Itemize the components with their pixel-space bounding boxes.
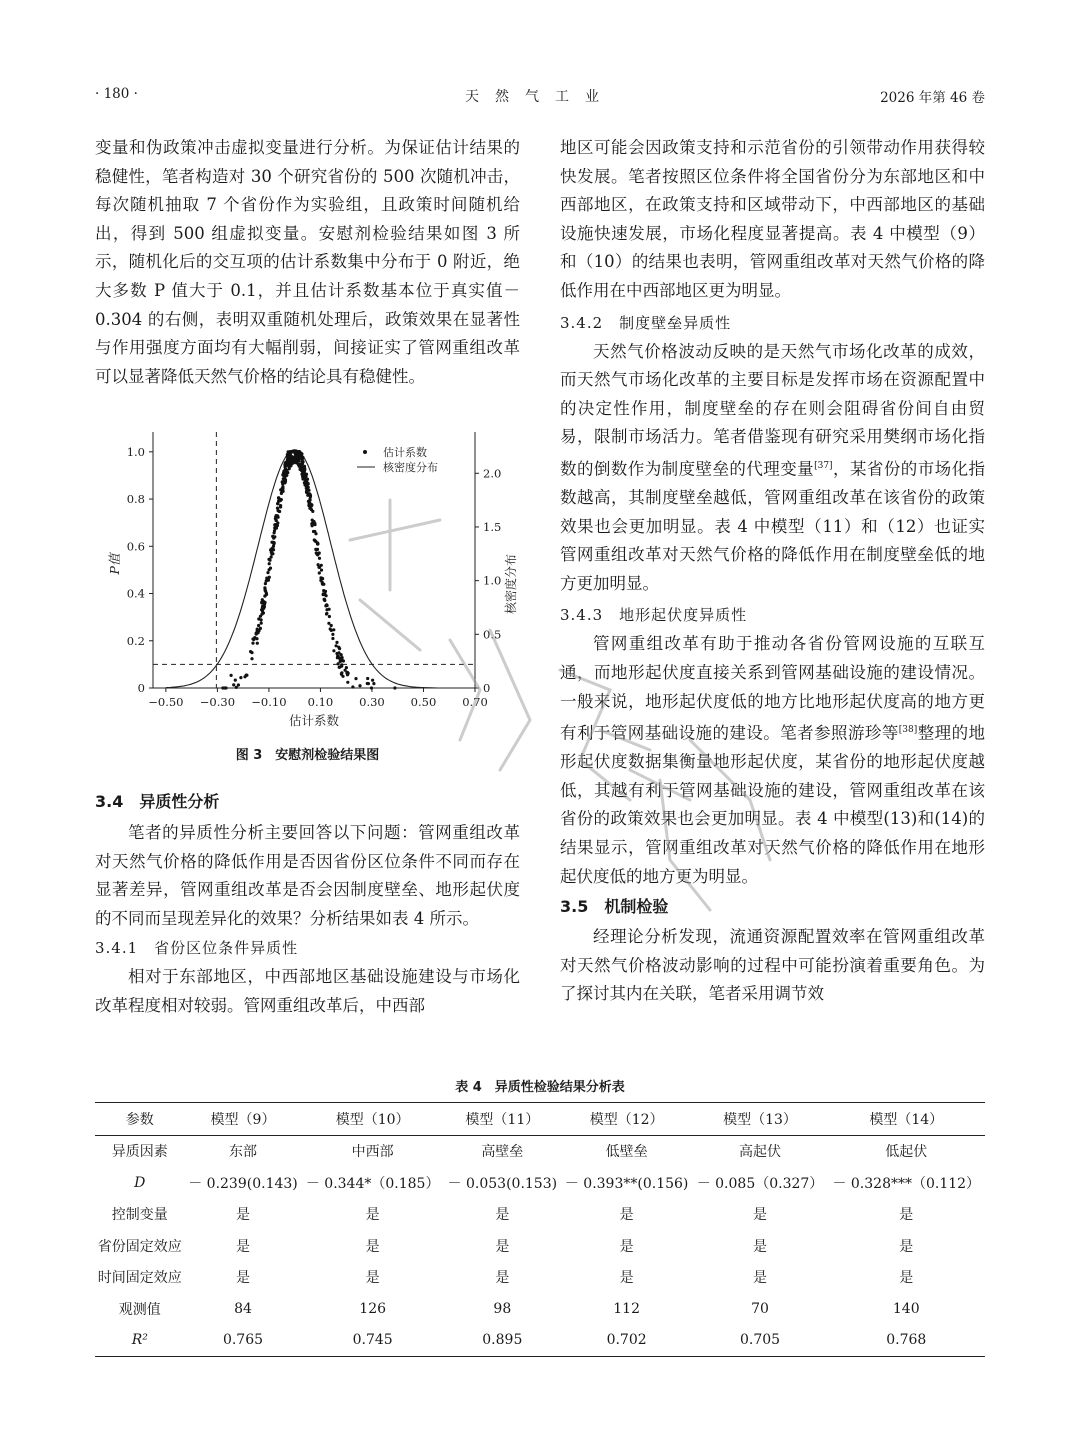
table-row (95, 1293, 985, 1325)
scatter-point (322, 589, 325, 592)
scatter-point (288, 465, 291, 468)
scatter-point (284, 464, 287, 467)
scatter-point (305, 473, 308, 476)
right-paragraph-2 (560, 338, 985, 599)
scatter-point (257, 617, 260, 620)
scatter-point (234, 679, 237, 682)
y-tick-label: 0.6 (126, 539, 145, 554)
scatter-point (346, 681, 349, 684)
table-header-cell: 模型（10） (335, 1111, 410, 1128)
table-cell: 是 (365, 1207, 380, 1224)
scatter-point (351, 685, 354, 688)
left-column-bottom (95, 787, 520, 1021)
table-cell: 0.705 (739, 1332, 781, 1349)
table-cell: 0.765 (222, 1332, 264, 1349)
density-curve (166, 450, 437, 688)
table-cell: 112 (613, 1300, 640, 1317)
page-header (95, 86, 985, 108)
scatter-point (312, 521, 315, 524)
scatter-point (318, 571, 321, 574)
scatter-point (335, 641, 338, 644)
scatter-point (253, 636, 256, 639)
left-column-top (95, 134, 520, 391)
scatter-point (340, 653, 343, 656)
scatter-point (260, 622, 263, 625)
scatter-point (270, 553, 273, 556)
right-paragraph-3 (560, 630, 985, 891)
scatter-point (335, 652, 338, 655)
table-cell: 是 (495, 1270, 510, 1287)
table-cell: 是 (899, 1238, 914, 1255)
table-cell: 98 (493, 1300, 512, 1317)
scatter-point (304, 484, 307, 487)
scatter-point (255, 633, 258, 636)
scatter-point (239, 676, 242, 679)
scatter-point (337, 662, 340, 665)
table-row (95, 1325, 985, 1357)
scatter-point (329, 627, 332, 630)
table-cell: 是 (899, 1207, 914, 1224)
chart-labels-group (107, 445, 518, 728)
scatter-point (292, 461, 295, 464)
table-cell: 是 (619, 1207, 634, 1224)
scatter-point (257, 624, 260, 627)
left-paragraph-1: 变量和伪政策冲击虚拟变量进行分析。为保证估计结果的稳健性，笔者构造对 30 个研究省份的 500 次随机冲击，每次随机抽取 7 个省份作为实验组，且政策时间随机给出，得到 500 组虚拟变量。安慰剂检验结果如图 3 所示，随机化后的交互项的估计系数集中分布于 0 附近，绝大多数 P 值大于 0.1，并且估计系数基本位于真实值－ 0.304 的右侧，表明双重随机处理后，政策效果在显著性与作用强度方面均有大幅削弱，间接证实了管网重组改革可以显著降低天然气价格的结论具有稳健性。 (95, 138, 520, 386)
scatter-point (295, 461, 298, 464)
table-cell: 是 (365, 1238, 380, 1255)
scatter-point (371, 679, 374, 682)
scatter-point (265, 593, 268, 596)
table-cell: 是 (235, 1238, 250, 1255)
table-cell: － 0.393**(0.156) (564, 1175, 689, 1192)
table-row (95, 1167, 985, 1199)
y2-tick-label: 2.0 (483, 466, 502, 481)
scatter-point (293, 458, 296, 461)
left-paragraph-2: 笔者的异质性分析主要回答以下问题：管网重组改革对天然气价格的降低作用是否因省份区位条件不同而存在显著差异，管网重组改革是否会因制度壁垒、地形起伏度的不同而呈现差异化的效果？分析结果如表 4 所示。 (95, 823, 520, 928)
scatter-point (323, 593, 326, 596)
table-cell: － 0.344*（0.185） (305, 1175, 440, 1192)
table-row (95, 1230, 985, 1262)
scatter-point (281, 482, 284, 485)
table-4 (95, 1102, 985, 1357)
table-header-cell: 参数 (125, 1111, 154, 1128)
table-row (95, 1262, 985, 1294)
scatter-point (320, 564, 323, 567)
y-tick-label: 0.4 (126, 586, 145, 601)
table-row (95, 1135, 985, 1167)
table-cell: 中西部 (351, 1144, 394, 1161)
table-cell: R² (131, 1332, 148, 1349)
scatter-point (262, 607, 265, 610)
table-cell: 是 (753, 1270, 768, 1287)
scatter-point (264, 589, 267, 592)
table-cell: 是 (365, 1270, 380, 1287)
table-cell: 低起伏 (885, 1144, 928, 1161)
scatter-point (273, 531, 276, 534)
scatter-point (256, 628, 259, 631)
left-paragraph-3: 相对于东部地区，中西部地区基础设施建设与市场化改革程度相对较弱。管网重组改革后，中西部 (95, 967, 520, 1015)
citation-38: [38] (898, 725, 918, 736)
scatter-point (263, 601, 266, 604)
scatter-point (340, 672, 343, 675)
journal-title: 天然气工业 (465, 89, 615, 105)
scatter-point (307, 504, 310, 507)
scatter-point (271, 547, 274, 550)
scatter-point (366, 682, 369, 685)
scatter-point (358, 684, 361, 687)
scatter-point (259, 627, 262, 630)
y2-tick-label: 0 (483, 681, 491, 695)
table-cell: 是 (619, 1270, 634, 1287)
scatter-point (335, 644, 338, 647)
scatter-point (320, 569, 323, 572)
scatter-point (338, 666, 341, 669)
scatter-point (325, 612, 328, 615)
legend-label-density: 核密度分布 (383, 461, 438, 474)
table-cell: 是 (753, 1238, 768, 1255)
scatter-point (250, 651, 253, 654)
scatter-point (232, 683, 235, 686)
y2-axis-title: 核密度分布 (504, 553, 518, 615)
scatter-point (393, 686, 396, 689)
scatter-point (269, 567, 272, 570)
scatter-point (345, 666, 348, 669)
scatter-point (259, 615, 262, 618)
scatter-point (256, 642, 259, 645)
scatter-point (304, 479, 307, 482)
citation-37: [37] (814, 460, 833, 471)
scatter-point (324, 604, 327, 607)
scatter-point (298, 450, 301, 453)
right-paragraph-3-text-a: 管网重组改革有助于推动各省份管网设施的互联互通，而地形起伏度直接关系到管网基础设施的建设情况。一般来说，地形起伏度低的地方比地形起伏度高的地方更有利于管网基础设施的建设。笔者参照游珍等 (560, 634, 985, 743)
table-cell: 84 (234, 1300, 252, 1317)
scatter-point (281, 489, 284, 492)
scatter-point (313, 530, 316, 533)
volume-label: 2026 年第 46 卷 (880, 90, 985, 106)
right-paragraph-2-text-a: 天然气价格波动反映的是天然气市场化改革的成效，而天然气市场化改革的主要目标是发挥市场在资源配置中的决定性作用，制度壁垒的存在则会阻碍省份间自由贸易，限制市场活力。笔者借鉴现有研究采用樊纲市场化指数的倒数作为制度壁垒的代理变量 (560, 341, 985, 479)
table-cell: 时间固定效应 (97, 1270, 182, 1287)
scatter-point (370, 686, 373, 689)
y-axis-title: P值 (107, 553, 122, 575)
scatter-point (316, 553, 319, 556)
table-header-cell: 模型（9） (210, 1111, 276, 1128)
x-tick-label: −0.30 (199, 695, 236, 709)
table-header-cell: 模型（12） (589, 1111, 664, 1128)
scatter-point (282, 479, 285, 482)
scatter-point (230, 674, 233, 677)
table-cell: － 0.328***（0.112） (832, 1175, 981, 1192)
section-3-5-heading: 3.5 机制检验 (560, 897, 669, 917)
scatter-point (287, 450, 290, 453)
right-paragraph-4: 经理论分析发现，流通资源配置效率在管网重组改革对天然气价格波动影响的过程中可能扮演着重要角色。为了探讨其内在关联，笔者采用调节效 (560, 927, 985, 1004)
x-tick-label: −0.50 (148, 695, 184, 709)
scatter-point (245, 674, 248, 677)
y-tick-label: 1.0 (126, 444, 145, 459)
scatter-point (268, 576, 271, 579)
scatter-point (293, 450, 296, 453)
scatter-point (354, 677, 357, 680)
table-cell: 是 (235, 1270, 250, 1287)
table-cell: 是 (235, 1207, 250, 1224)
scatter-point (331, 633, 334, 636)
y2-tick-label: 1.0 (483, 573, 502, 588)
table-header-row (95, 1103, 985, 1136)
x-tick-label: 0.30 (359, 695, 385, 709)
table-cell: 是 (495, 1238, 510, 1255)
table-cell: 140 (892, 1300, 920, 1317)
scatter-point (328, 608, 331, 611)
table-header-cell: 模型（13） (723, 1111, 797, 1128)
x-tick-label: −0.10 (251, 695, 287, 709)
table-cell: 异质因素 (111, 1144, 168, 1161)
table-cell: － 0.085（0.327） (696, 1175, 824, 1192)
scatter-point (307, 500, 310, 503)
table-cell: 0.768 (886, 1332, 927, 1349)
scatter-point (282, 472, 285, 475)
scatter-point (264, 582, 267, 585)
table-cell: 省份固定效应 (97, 1238, 182, 1255)
table-header-cell: 模型（11） (465, 1111, 540, 1128)
right-paragraph-1: 地区可能会因政策支持和示范省份的引领带动作用获得较快发展。笔者按照区位条件将全国省份分为东部地区和中西部地区，在政策支持和区域带动下，中西部地区的基础设施快速发展，市场化程度显著提高。表 4 中模型（9）和（10）的结果也表明，管网重组改革对天然气价格的降低作用在中西部地区更为明显。 (560, 138, 985, 300)
scatter-point (318, 557, 321, 560)
scatter-point (310, 508, 313, 511)
right-paragraph-3-text-b: 整理的地形起伏度数据集衡量地形起伏度，某省份的地形起伏度越低，其越有利于管网基础设施的建设，管网重组改革在该省份的政策效果也会更加明显。表 4 中模型(13)和(14)的结果显示，管网重组改革对天然气价格的降低作用在地形起伏度低的地方更为明显。 (560, 723, 986, 886)
page-number: · 180 · (95, 86, 138, 102)
table-header-cell: 模型（14） (869, 1111, 944, 1128)
x-axis-title: 估计系数 (288, 713, 340, 728)
scatter-point (317, 563, 320, 566)
table-row (95, 1199, 985, 1231)
scatter-point (309, 495, 312, 498)
right-paragraph-2-text-b: ，某省份的市场化指数越高，其制度壁垒越低，管网重组改革在该省份的政策效果也会更加明显。表 4 中模型（11）和（12）也证实管网重组改革对天然气价格的降低作用在制度壁垒低的地方更加明显。 (560, 459, 986, 593)
scatter-point (331, 637, 334, 640)
table-cell: 70 (751, 1300, 769, 1317)
y-tick-label: 0.2 (126, 633, 145, 648)
scatter-points-group (221, 450, 396, 689)
scatter-point (314, 539, 317, 542)
table-cell: 东部 (228, 1144, 257, 1161)
scatter-point (278, 510, 281, 513)
table-cell: 是 (495, 1207, 510, 1224)
table-cell: 126 (359, 1300, 387, 1317)
figure-3-placebo-chart (95, 430, 520, 735)
scatter-point (250, 657, 253, 660)
scatter-point (300, 467, 303, 470)
legend-marker-points (363, 450, 367, 454)
scatter-point (266, 571, 269, 574)
table-cell: 0.895 (482, 1332, 523, 1349)
scatter-point (273, 542, 276, 545)
scatter-point (268, 559, 271, 562)
scatter-point (251, 642, 254, 645)
table-cell: － 0.239(0.143) (188, 1175, 298, 1192)
table-cell: 控制变量 (111, 1207, 168, 1224)
section-3-4-heading: 3.4 异质性分析 (95, 792, 220, 811)
scatter-point (279, 504, 282, 507)
scatter-point (372, 682, 375, 685)
scatter-point (345, 671, 348, 674)
section-3-4-2-heading: 3.4.2 制度壁垒异质性 (560, 313, 732, 332)
y-tick-label: 0 (137, 681, 145, 695)
scatter-point (328, 615, 331, 618)
table-cell: 高起伏 (739, 1144, 782, 1161)
scatter-point (366, 677, 369, 680)
x-tick-label: 0.50 (410, 695, 437, 709)
scatter-point (273, 523, 276, 526)
y2-tick-label: 0.5 (483, 627, 502, 642)
scatter-point (342, 659, 345, 662)
table-cell: 低壁垒 (605, 1144, 648, 1161)
scatter-point (276, 502, 279, 505)
scatter-point (319, 579, 322, 582)
table-cell: 是 (899, 1270, 914, 1287)
scatter-point (327, 622, 330, 625)
scatter-point (221, 686, 224, 689)
scatter-point (332, 628, 335, 631)
scatter-point (237, 683, 240, 686)
table-cell: 0.745 (352, 1332, 393, 1349)
scatter-point (278, 498, 281, 501)
section-3-4-3-heading: 3.4.3 地形起伏度异质性 (560, 606, 748, 625)
table-cell: － 0.053(0.153) (447, 1175, 558, 1192)
scatter-point (235, 686, 238, 689)
scatter-point (283, 475, 286, 478)
scatter-point (332, 649, 335, 652)
y-tick-label: 0.8 (126, 492, 145, 507)
table-cell: 0.702 (606, 1332, 647, 1349)
y2-tick-label: 1.5 (483, 519, 502, 534)
x-tick-label: 0.70 (462, 695, 488, 709)
section-3-4-1-heading: 3.4.1 省份区位条件异质性 (95, 939, 299, 958)
scatter-point (273, 535, 276, 538)
table-cell: 高壁垒 (481, 1144, 524, 1161)
scatter-point (297, 454, 300, 457)
x-tick-label: 0.10 (307, 695, 334, 709)
legend-label-points: 估计系数 (383, 446, 427, 459)
scatter-point (287, 455, 290, 458)
table-4-title: 表 4 异质性检验结果分析表 (455, 1080, 625, 1095)
scatter-point (301, 470, 304, 473)
scatter-point (301, 476, 304, 479)
figure-3-caption: 图 3 安慰剂检验结果图 (235, 748, 380, 763)
scatter-point (301, 457, 304, 460)
table-cell: 是 (619, 1238, 634, 1255)
scatter-point (275, 519, 278, 522)
scatter-point (268, 562, 271, 565)
scatter-point (261, 598, 264, 601)
right-column (560, 134, 985, 1009)
scatter-point (274, 515, 277, 518)
scatter-point (314, 548, 317, 551)
scatter-point (323, 598, 326, 601)
density-curve-group (166, 450, 437, 688)
table-cell: 观测值 (118, 1301, 161, 1318)
scatter-point (305, 490, 308, 493)
scatter-point (337, 646, 340, 649)
table-cell: D (134, 1174, 146, 1191)
table-cell: 是 (753, 1207, 768, 1224)
